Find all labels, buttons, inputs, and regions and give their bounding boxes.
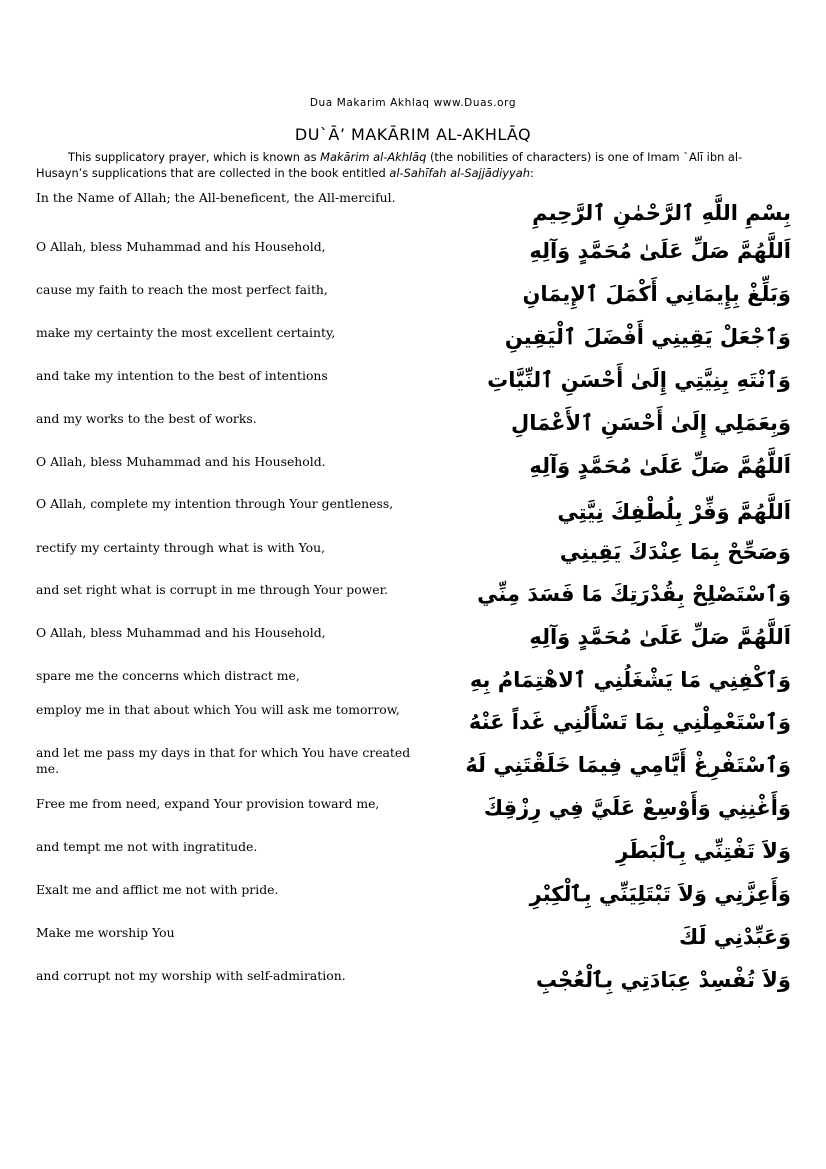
verse-arabic: اَللَّهُمَّ وَفِّرْ بِلُطْفِكَ نِيَّتِي [557,500,791,524]
verse-english: and my works to the best of works. [36,411,257,426]
site-header-line: Dua Makarim Akhlaq www.Duas.org [309,97,517,109]
verse-arabic: وَٱسْتَعْمِلْنِي بِمَا تَسْأَلُنِي غَداً عَنْهُ [468,710,791,734]
verse-english: In the Name of Allah; the All-beneficent, the All-merciful. [36,190,396,205]
verse-english: employ me in that about which You will ask me tomorrow, [36,702,400,717]
verse-arabic: وَٱكْفِنِي مَا يَشْغَلُنِي ٱلاهْتِمَامُ بِهِ [469,668,791,692]
verse-arabic: وَأَعِزَّنِي وَلاَ تَبْتَلِيَنِّي بِٱلْكِبْرِ [529,882,791,906]
intro-book-title-2: al-Sahīfah al-Sajjādiyyah [389,166,530,180]
verse-arabic: وَٱسْتَصْلِحْ بِقُدْرَتِكَ مَا فَسَدَ مِنِّي [477,582,791,606]
verse-english: Make me worship You [36,925,175,940]
verse-arabic: وَبِعَمَلِي إِلَىٰ أَحْسَنِ ٱلأَعْمَالِ [510,411,791,435]
verse-arabic: اَللَّهُمَّ صَلِّ عَلَىٰ مُحَمَّدٍ وَآلِهِ [529,454,791,478]
verse-english: Exalt me and afflict me not with pride. [36,882,279,897]
intro-book-title-1: Makārim al-Akhlāq [320,150,427,164]
verse-english: cause my faith to reach the most perfect faith, [36,282,328,297]
verse-english: O Allah, bless Muhammad and his Household. [36,454,326,469]
intro-paragraph [36,149,788,181]
verse-english: rectify my certainty through what is with You, [36,540,326,555]
verse-english: O Allah, bless Muhammad and his Household, [36,625,326,640]
document-title: DU`Ā’ MAKĀRIM AL-AKHLĀQ [294,125,532,144]
verse-arabic: وَصَحِّحْ بِمَا عِنْدَكَ يَقِينِي [559,540,791,564]
verse-arabic: وَأَغْنِنِي وَأَوْسِعْ عَلَيَّ فِي رِزْقِكَ [483,796,791,820]
verse-arabic: وَلاَ تُفْسِدْ عِبَادَتِي بِٱلْعُجْبِ [535,968,791,992]
verse-arabic: وَبَلِّغْ بِإِيمَانِي أَكْمَلَ ٱلإِيمَانِ [522,282,791,306]
verse-english: O Allah, bless Muhammad and his Household, [36,239,326,254]
verse-arabic: وَٱسْتَفْرِغْ أَيَّامِي فِيمَا خَلَقْتَنِي لَهُ [465,753,791,777]
verse-arabic: وَعَبِّدْنِي لَكَ [679,925,791,949]
verse-english: and let me pass my days in that for which You have created me. [36,745,411,776]
verse-arabic: وَٱجْعَلْ يَقِينِي أَفْضَلَ ٱلْيَقِينِ [504,325,791,349]
verse-english: and corrupt not my worship with self-admiration. [36,968,346,983]
verse-arabic: اَللَّهُمَّ صَلِّ عَلَىٰ مُحَمَّدٍ وَآلِهِ [529,625,791,649]
verse-arabic: بِسْمِ اللَّهِ ٱلرَّحْمٰنِ ٱلرَّحِيمِ [532,201,791,225]
verse-english: spare me the concerns which distract me, [36,668,300,683]
verse-arabic: وَلاَ تَفْتِنِّي بِٱلْبَطَرِ [616,839,791,863]
verse-arabic: اَللَّهُمَّ صَلِّ عَلَىٰ مُحَمَّدٍ وَآلِهِ [529,239,791,263]
verse-english: and set right what is corrupt in me through Your power. [36,582,389,597]
intro-text-3: : [529,166,534,180]
verse-english: make my certainty the most excellent certainty, [36,325,336,340]
verse-english: O Allah, complete my intention through Your gentleness, [36,496,394,511]
verse-english: and take my intention to the best of intentions [36,368,328,383]
verse-english: and tempt me not with ingratitude. [36,839,258,854]
verse-english: Free me from need, expand Your provision toward me, [36,796,380,811]
verse-arabic: وَٱنْتَهِ بِنِيَّتِي إِلَىٰ أَحْسَنِ ٱلنِّيَّاتِ [487,368,791,392]
intro-text-2: (the nobilities of characters) is one of Imam `Alī ibn al-Husayn’s supplications that are collected in the book entitled [36,150,743,180]
intro-text-1: This supplicatory prayer, which is known as [68,150,321,164]
